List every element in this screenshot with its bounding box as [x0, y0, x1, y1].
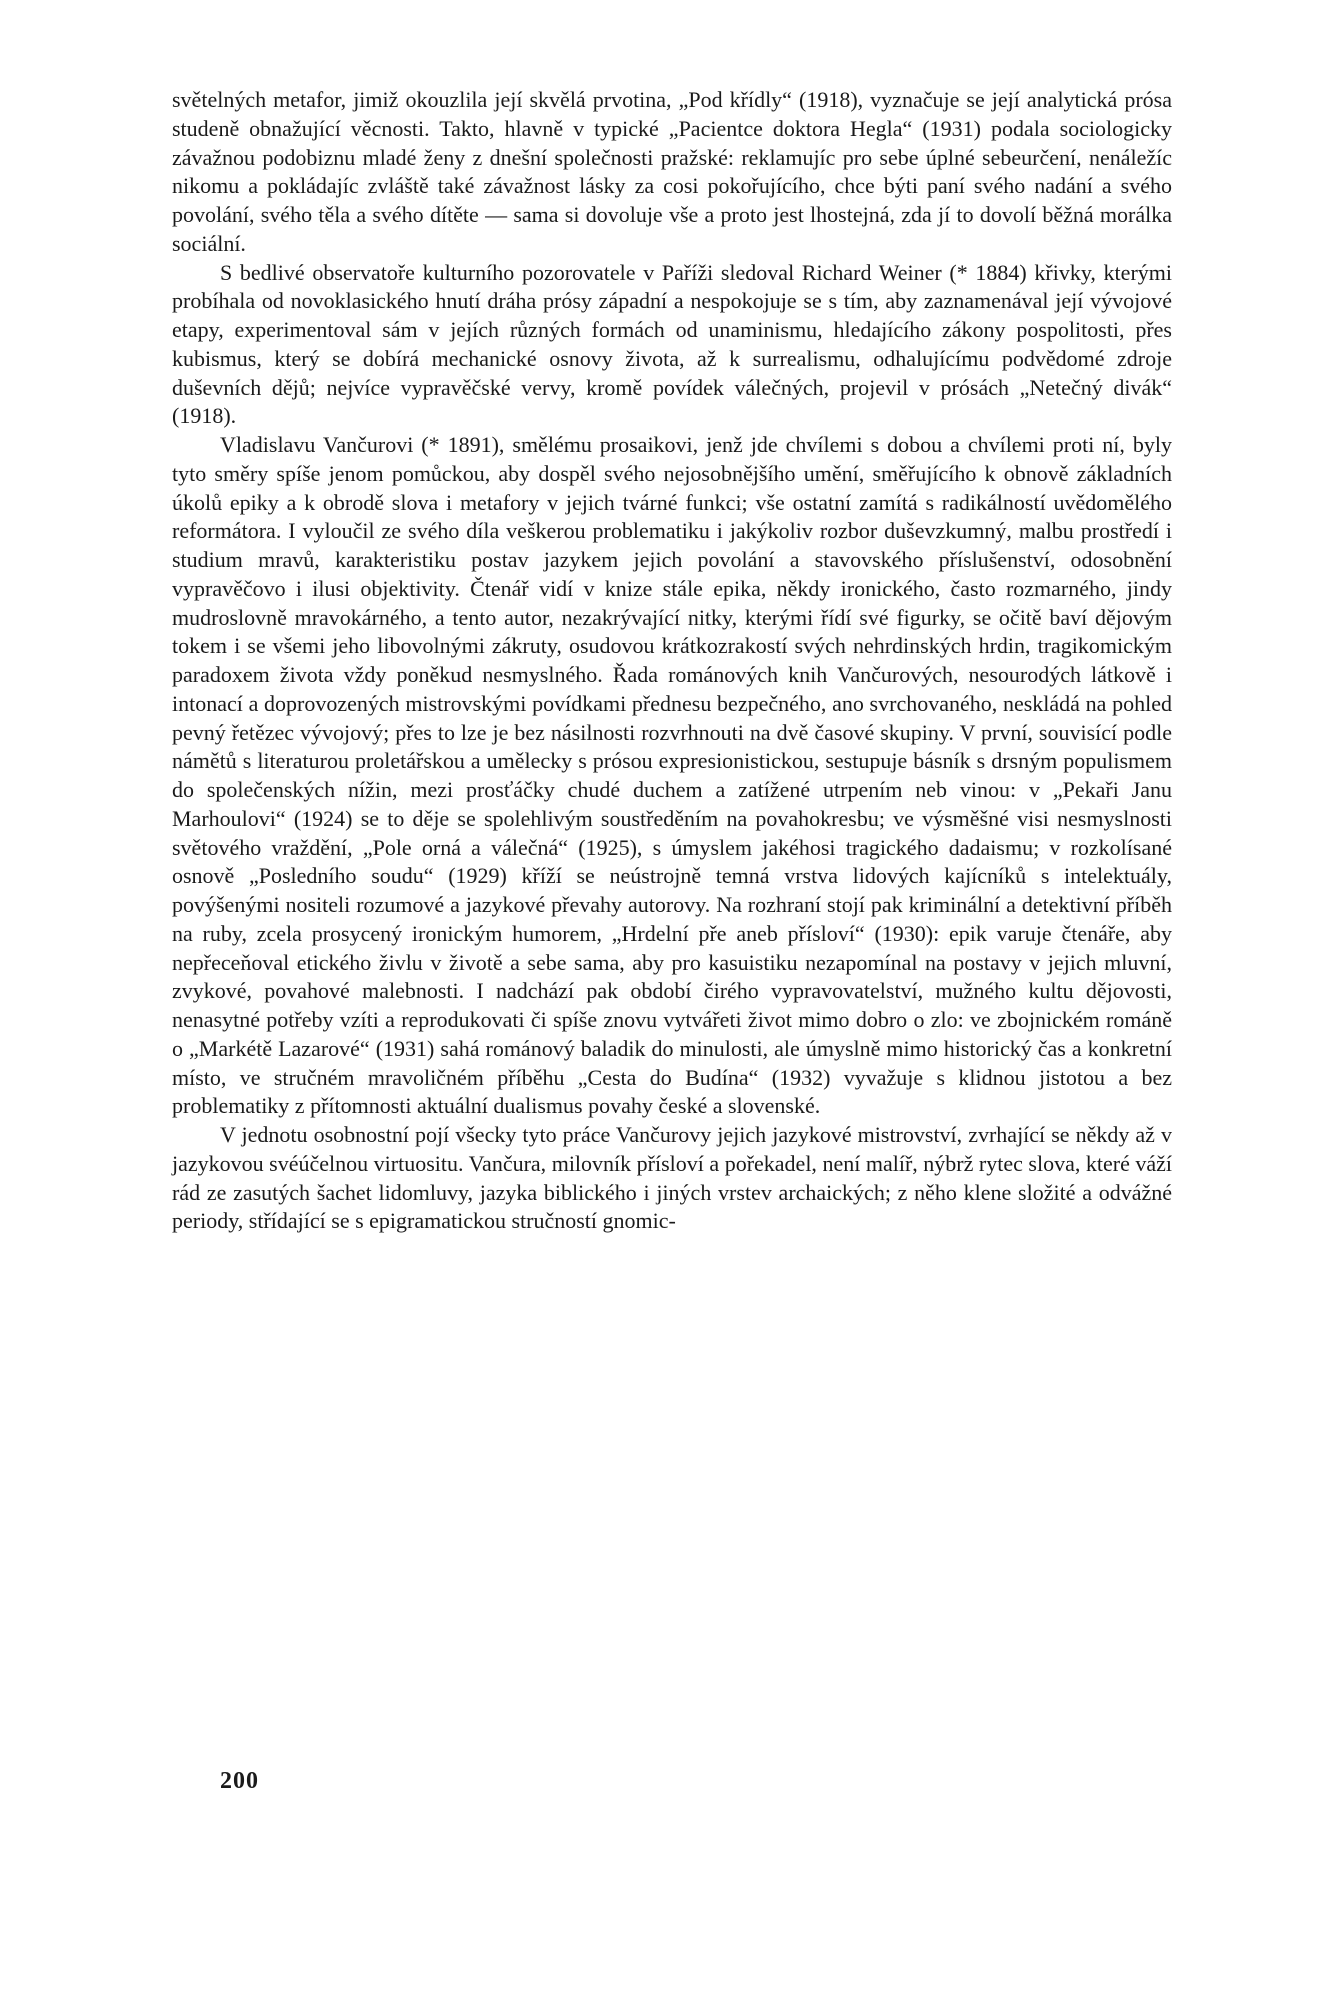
body-text — [172, 86, 1172, 1236]
page-number: 200 — [220, 1768, 259, 1794]
paragraph-continuation: světelných metafor, jimiž okouzlila její skvělá prvotina, „Pod křídly“ (1918), vyznačuje se její analytická prósa studeně obnažující věcnosti. Takto, hlavně v typické „Pacientce doktora Hegla“ (1931) podala sociologicky závažnou podobiznu mladé ženy z dnešní společnosti pražské: reklamujíc pro sebe úplné sebeurčení, nenáležíc nikomu a pokládajíc zvláště také závažnost lásky za cosi pokořujícího, chce býti paní svého nadání a svého povolání, svého těla a svého dítěte — sama si dovoluje vše a proto jest lhostejná, zda jí to dovolí běžná morálka sociální. — [172, 87, 1172, 256]
paragraph-vancura: Vladislavu Vančurovi (* 1891), smělému prosaikovi, jenž jde chvílemi s dobou a chvílemi proti ní, byly tyto směry spíše jenom pomůckou, aby dospěl svého nejosobnějšího umění, směřujícího k obnově základních úkolů epiky a k obrodě slova i metafory v jejich tvárné funkci; vše ostatní zamítá s radikálností uvědomělého reformátora. I vyloučil ze svého díla veškerou problematiku i jakýkoliv rozbor duševzkumný, malbu prostředí i studium mravů, karakteristiku postav jazykem jejich povolání a stavovského příslušenství, odosobnění vypravěčovo i ilusi objektivity. Čtenář vidí v knize stále epika, někdy ironického, často rozmarného, jindy mudroslovně mravokárného, a tento autor, nezakrývající nitky, kterými řídí své figurky, se očitě baví dějovým tokem i se všemi jeho libovolnými zákruty, osudovou krátkozrakostí svých nehrdinských hrdin, tragikomickým paradoxem života vždy poněkud nesmyslného. Řada románových knih Vančurových, nesourodých látkově i intonací a doprovozených mistrovskými povídkami přednesu bezpečného, ano svrchovaného, neskládá na pohled pevný řetězec vývojový; přes to lze je bez násilnosti rozvrhnouti na dvě časové skupiny. V první, souvisící podle námětů s literaturou proletářskou a umělecky s prósou expresionistickou, sestupuje básník s drsným populismem do společenských nížin, mezi prosťáčky chudé duchem a zatížené utrpením neb vinou: v „Pekaři Janu Marhoulovi“ (1924) se to děje se spolehlivým soustředěním na povahokresbu; ve výsměšné visi nesmyslnosti světového vraždění, „Pole orná a válečná“ (1925), s úmyslem jakéhosi tragického dadaismu; v rozkolísané osnově „Posledního soudu“ (1929) kříží se neústrojně temná vrstva lidových kajícníků s intelektuály, povýšenými nositeli rozumové a jazykové převahy autorovy. Na rozhraní stojí pak kriminální a detektivní příběh na ruby, zcela prosycený ironickým humorem, „Hrdelní pře aneb přísloví“ (1930): epik varuje čtenáře, aby nepřeceňoval etického živlu v životě a sebe sama, aby pro kasuistiku nezapomínal na postavy v jejich mluvní, zvykové, povahové malebnosti. I nadchází pak období čirého vypravovatelství, mužného kultu dějovosti, nenasytné potřeby vzíti a reprodukovati či spíše znovu vytvářeti život mimo dobro o zlo: ve zbojnickém románě o „Markétě Lazarové“ (1931) sahá románový baladik do minulosti, ale úmyslně mimo historický čas a konkretní místo, ve stručném mravoličném příběhu „Cesta do Budína“ (1932) vyvažuje s klidnou jistotou a bez problematiky z přítomnosti aktuální dualismus povahy české a slovenské. — [172, 432, 1172, 1119]
paragraph-weiner: S bedlivé observatoře kulturního pozorovatele v Paříži sledoval Richard Weiner (* 1884) křivky, kterými probíhala od novoklasického hnutí dráha prósy západní a nespokojuje se s tím, aby zaznamenával její vývojové etapy, experimentoval sám v jejích různých formách od unaminismu, hledajícího zákony pospolitosti, přes kubismus, který se dobírá mechanické osnovy života, až k surrealismu, odhalujícímu podvědomé zdroje duševních dějů; nejvíce vypravěčské vervy, kromě povídek válečných, projevil v prósách „Netečný divák“ (1918). — [172, 259, 1172, 429]
paragraph-language: V jednotu osobnostní pojí všecky tyto práce Vančurovy jejich jazykové mistrovství, zvrhající se někdy až v jazykovou svéúčelnou virtuositu. Vančura, milovník přísloví a pořekadel, není malíř, nýbrž rytec slova, které váží rád ze zasutých šachet lidomluvy, jazyka biblického i jiných vrstev archaických; z něho klene složité a odvážné periody, střídající se s epigramatickou stručností gnomic- — [172, 1122, 1172, 1234]
